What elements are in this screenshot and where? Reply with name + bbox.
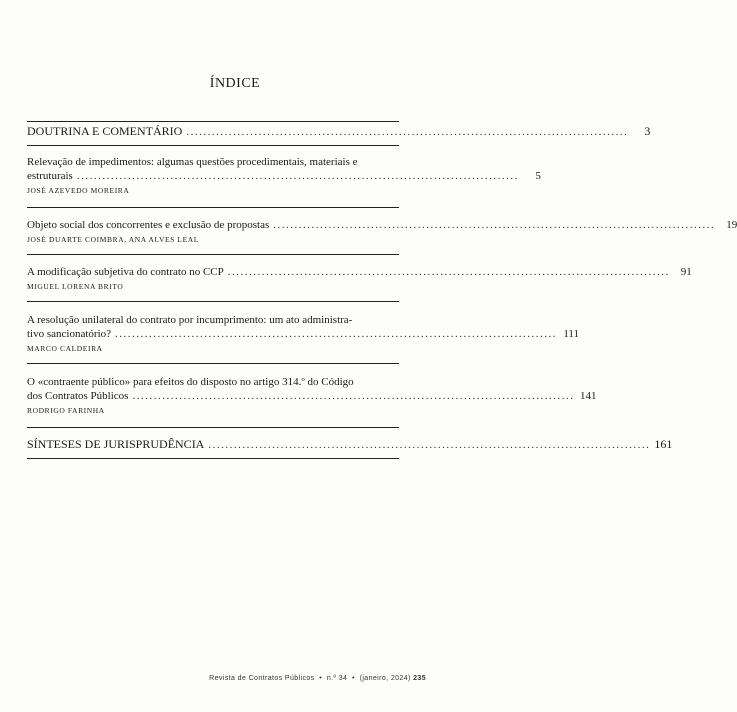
page-title: ÍNDICE xyxy=(209,76,261,91)
entry-author: MIGUEL LORENA BRITO xyxy=(27,282,124,291)
entry-page: 19 xyxy=(726,219,737,231)
toc-entry[interactable] xyxy=(27,375,597,415)
entry-author: MARCO CALDEIRA xyxy=(27,344,103,353)
entry-page: 141 xyxy=(579,390,597,402)
toc-entry[interactable] xyxy=(27,218,737,244)
toc-entry[interactable] xyxy=(27,313,580,353)
page-footer xyxy=(209,675,426,682)
dot-leader: ........................................................................................................ xyxy=(186,126,629,138)
dot-leader: ........................................................................................................ xyxy=(227,266,670,278)
toc-section-doutrina[interactable] xyxy=(27,124,651,139)
top-divider xyxy=(27,121,399,122)
divider xyxy=(27,207,399,208)
entry-page: 3 xyxy=(644,124,651,138)
issue-date: (janeiro, 2024) xyxy=(359,675,411,682)
issue-number: n.º 34 xyxy=(326,675,348,682)
dot-leader: ........................................................................................................ xyxy=(132,390,575,402)
separator: • xyxy=(319,675,323,682)
entry-title: dos Contratos Públicos xyxy=(27,390,129,402)
entry-title: tivo sancionatório? xyxy=(27,328,112,340)
entry-title: Objeto social dos concorrentes e exclusão de propostas xyxy=(27,219,270,231)
entry-title: A resolução unilateral do contrato por incumprimento: um ato administra- xyxy=(27,314,353,326)
dot-leader: ........................................................................................................ xyxy=(76,170,519,182)
dot-leader: ........................................................................................................ xyxy=(273,219,716,231)
entry-author: RODRIGO FARINHA xyxy=(27,406,105,415)
entry-page: 111 xyxy=(563,328,580,340)
divider xyxy=(27,254,399,255)
entry-page: 5 xyxy=(535,170,541,182)
dot-leader: ........................................................................................................ xyxy=(115,328,558,340)
toc-section-jurisprudencia[interactable] xyxy=(27,437,673,452)
entry-author: JOSÉ DUARTE COIMBRA, ANA ALVES LEAL xyxy=(27,235,199,244)
divider xyxy=(27,363,399,364)
dot-leader: ........................................................................................................ xyxy=(208,439,651,451)
entry-title: DOUTRINA E COMENTÁRIO xyxy=(27,124,183,138)
page-number: 235 xyxy=(413,675,426,682)
entry-page: 161 xyxy=(654,437,673,451)
entry-page: 91 xyxy=(680,266,692,278)
separator: • xyxy=(352,675,355,682)
divider xyxy=(27,427,399,428)
entry-author: JOSÉ AZEVEDO MOREIRA xyxy=(27,186,130,195)
divider xyxy=(27,145,399,146)
bottom-divider xyxy=(27,458,399,459)
entry-title: A modificação subjetiva do contrato no CCP xyxy=(27,266,224,278)
entry-title: estruturais xyxy=(27,170,73,182)
toc-entry[interactable] xyxy=(27,155,541,195)
entry-title: Relevação de impedimentos: algumas questões procedimentais, materiais e xyxy=(27,156,358,168)
entry-title: O «contraente público» para efeitos do disposto no artigo 314.º do Código xyxy=(27,376,354,388)
divider xyxy=(27,301,399,302)
entry-title: SÍNTESES DE JURISPRUDÊNCIA xyxy=(27,437,205,451)
journal-name: Revista de Contratos Públicos xyxy=(209,675,315,682)
toc-entry[interactable] xyxy=(27,265,692,291)
